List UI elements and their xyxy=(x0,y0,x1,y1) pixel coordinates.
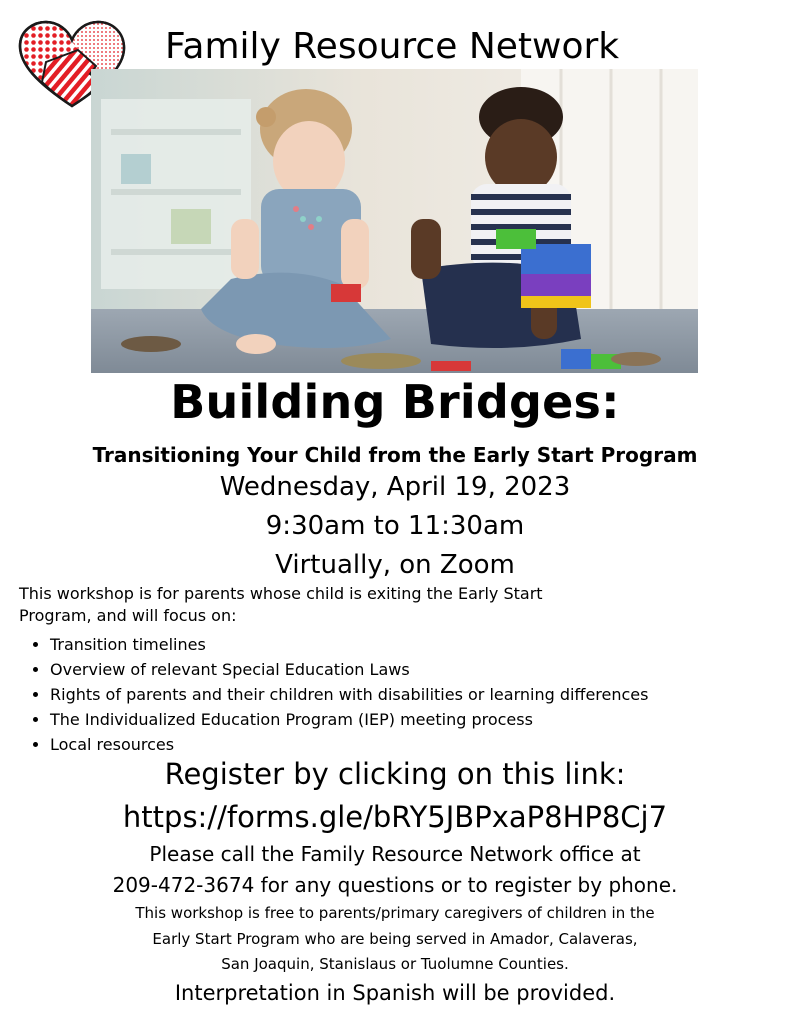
event-title: Building Bridges: xyxy=(170,375,620,429)
call-line-1: Please call the Family Resource Network office at xyxy=(149,842,641,866)
eligibility-line-3: San Joaquin, Stanislaus or Tuolumne Counties. xyxy=(221,955,569,973)
event-date: Wednesday, April 19, 2023 xyxy=(219,472,571,502)
topics-list xyxy=(30,632,770,757)
list-item: • Local resources xyxy=(50,732,770,757)
children-playing-photo xyxy=(91,69,698,373)
eligibility-line-2: Early Start Program who are being served in Amador, Calaveras, xyxy=(152,930,638,948)
list-item: • Rights of parents and their children with disabilities or learning differences xyxy=(50,682,770,707)
event-location: Virtually, on Zoom xyxy=(275,550,515,580)
event-subtitle: Transitioning Your Child from the Early Start Program xyxy=(92,443,698,467)
workshop-description: This workshop is for parents whose child is exiting the Early Start Program, and will focus on: xyxy=(19,584,543,625)
list-item: • The Individualized Education Program (IEP) meeting process xyxy=(50,707,770,732)
organization-name: Family Resource Network xyxy=(165,26,620,67)
event-time: 9:30am to 11:30am xyxy=(265,511,525,541)
register-prompt: Register by clicking on this link: xyxy=(164,757,626,791)
registration-link[interactable]: https://forms.gle/bRY5JBPxaP8HP8Cj7 xyxy=(122,800,668,834)
list-item: • Transition timelines xyxy=(50,632,770,657)
interpretation-note: Interpretation in Spanish will be provided. xyxy=(174,981,616,1005)
eligibility-line-1: This workshop is free to parents/primary caregivers of children in the xyxy=(135,904,655,922)
list-item: • Overview of relevant Special Education Laws xyxy=(50,657,770,682)
phone-line: 209-472-3674 for any questions or to register by phone. xyxy=(112,873,678,897)
